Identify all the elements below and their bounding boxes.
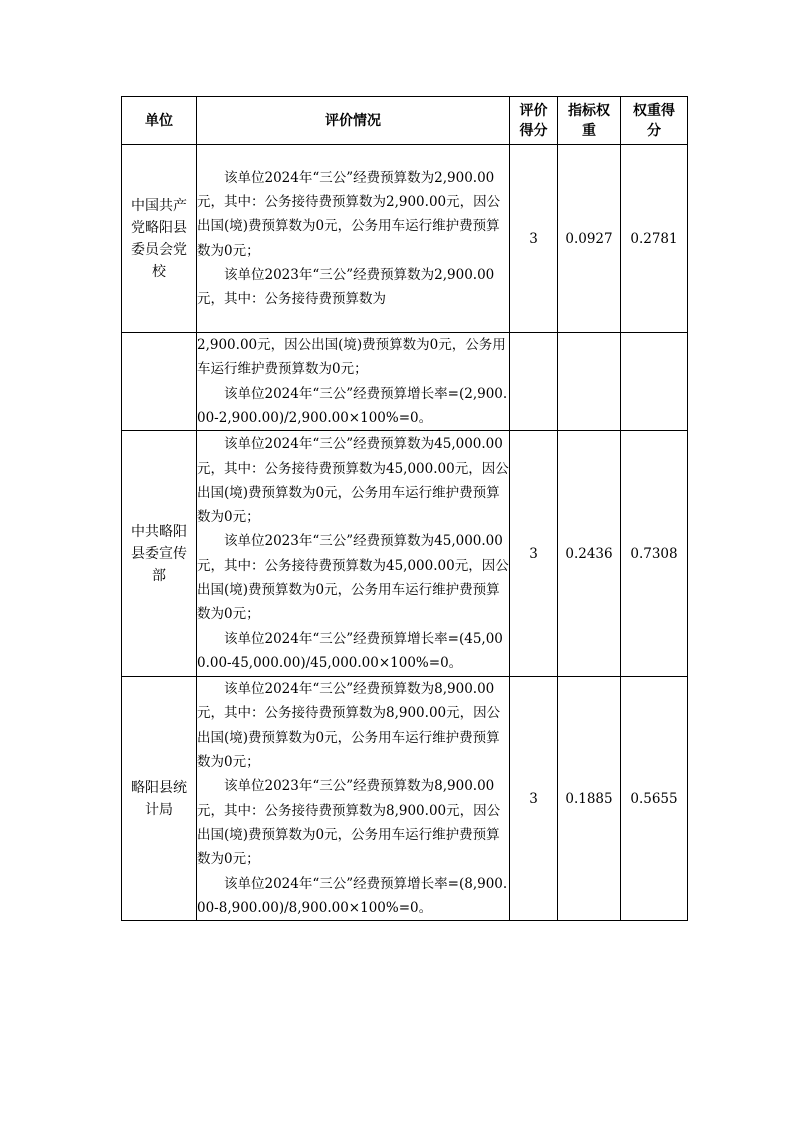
score-cell: 3 (510, 145, 558, 333)
weight-cell: 0.2436 (558, 431, 621, 677)
evaluation-paragraph: 该单位2024年“三公”经费预算数为8,900.00元，其中：公务接待费预算数为8,900.00元，因公出国(境)费预算数为0元，公务用车运行维护费预算数为0元； (197, 681, 501, 771)
evaluation-cell (197, 431, 510, 677)
evaluation-paragraph: 该单位2024年“三公”经费预算增长率=(45,000.00-45,000.00)/45,000.00×100%=0。 (197, 630, 503, 671)
evaluation-table (121, 96, 688, 921)
unit-cell: 略阳县统计局 (122, 677, 197, 921)
weighted-score-cell: 0.5655 (621, 677, 688, 921)
evaluation-paragraph: 该单位2023年“三公”经费预算数为8,900.00元，其中：公务接待费预算数为8,900.00元，因公出国(境)费预算数为0元，公务用车运行维护费预算数为0元； (197, 778, 501, 868)
evaluation-paragraph: 该单位2024年“三公”经费预算数为45,000.00元，其中：公务接待费预算数为45,000.00元，因公出国(境)费预算数为0元，公务用车运行维护费预算数为0元； (197, 436, 509, 526)
evaluation-paragraph: 该单位2024年“三公”经费预算增长率=(8,900.00-8,900.00)/8,900.00×100%=0。 (197, 875, 508, 916)
table-row (122, 431, 688, 677)
score-cell (510, 333, 558, 431)
weighted-score-cell: 0.7308 (621, 431, 688, 677)
evaluation-cell (197, 677, 510, 921)
table-row (122, 677, 688, 921)
unit-cell: 中国共产党略阳县委员会党校 (122, 145, 197, 333)
header-weight: 指标权重 (558, 97, 621, 145)
header-score: 评价得分 (510, 97, 558, 145)
unit-cell (122, 333, 197, 431)
weighted-score-cell (621, 333, 688, 431)
weighted-score-cell: 0.2781 (621, 145, 688, 333)
header-unit: 单位 (122, 97, 197, 145)
table-row (122, 145, 688, 333)
evaluation-paragraph: 该单位2024年“三公”经费预算数为2,900.00元，其中：公务接待费预算数为2,900.00元，因公出国(境)费预算数为0元，公务用车运行维护费预算数为0元； (197, 169, 501, 259)
evaluation-paragraph: 2,900.00元，因公出国(境)费预算数为0元，公务用车运行维护费预算数为0元； (197, 337, 506, 378)
table-row (122, 333, 688, 431)
weight-cell (558, 333, 621, 431)
header-evaluation: 评价情况 (197, 97, 510, 145)
weight-cell: 0.0927 (558, 145, 621, 333)
score-cell: 3 (510, 431, 558, 677)
table-header-row (122, 97, 688, 145)
evaluation-paragraph: 该单位2023年“三公”经费预算数为45,000.00元，其中：公务接待费预算数为45,000.00元，因公出国(境)费预算数为0元，公务用车运行维护费预算数为0元； (197, 533, 509, 623)
score-cell: 3 (510, 677, 558, 921)
weight-cell: 0.1885 (558, 677, 621, 921)
header-weighted-score: 权重得分 (621, 97, 688, 145)
evaluation-paragraph: 该单位2024年“三公”经费预算增长率=(2,900.00-2,900.00)/2,900.00×100%=0。 (197, 385, 508, 426)
unit-cell: 中共略阳县委宣传部 (122, 431, 197, 677)
evaluation-cell (197, 333, 510, 431)
evaluation-cell (197, 145, 510, 333)
evaluation-paragraph: 该单位2023年“三公”经费预算数为2,900.00元，其中：公务接待费预算数为 (197, 266, 495, 308)
